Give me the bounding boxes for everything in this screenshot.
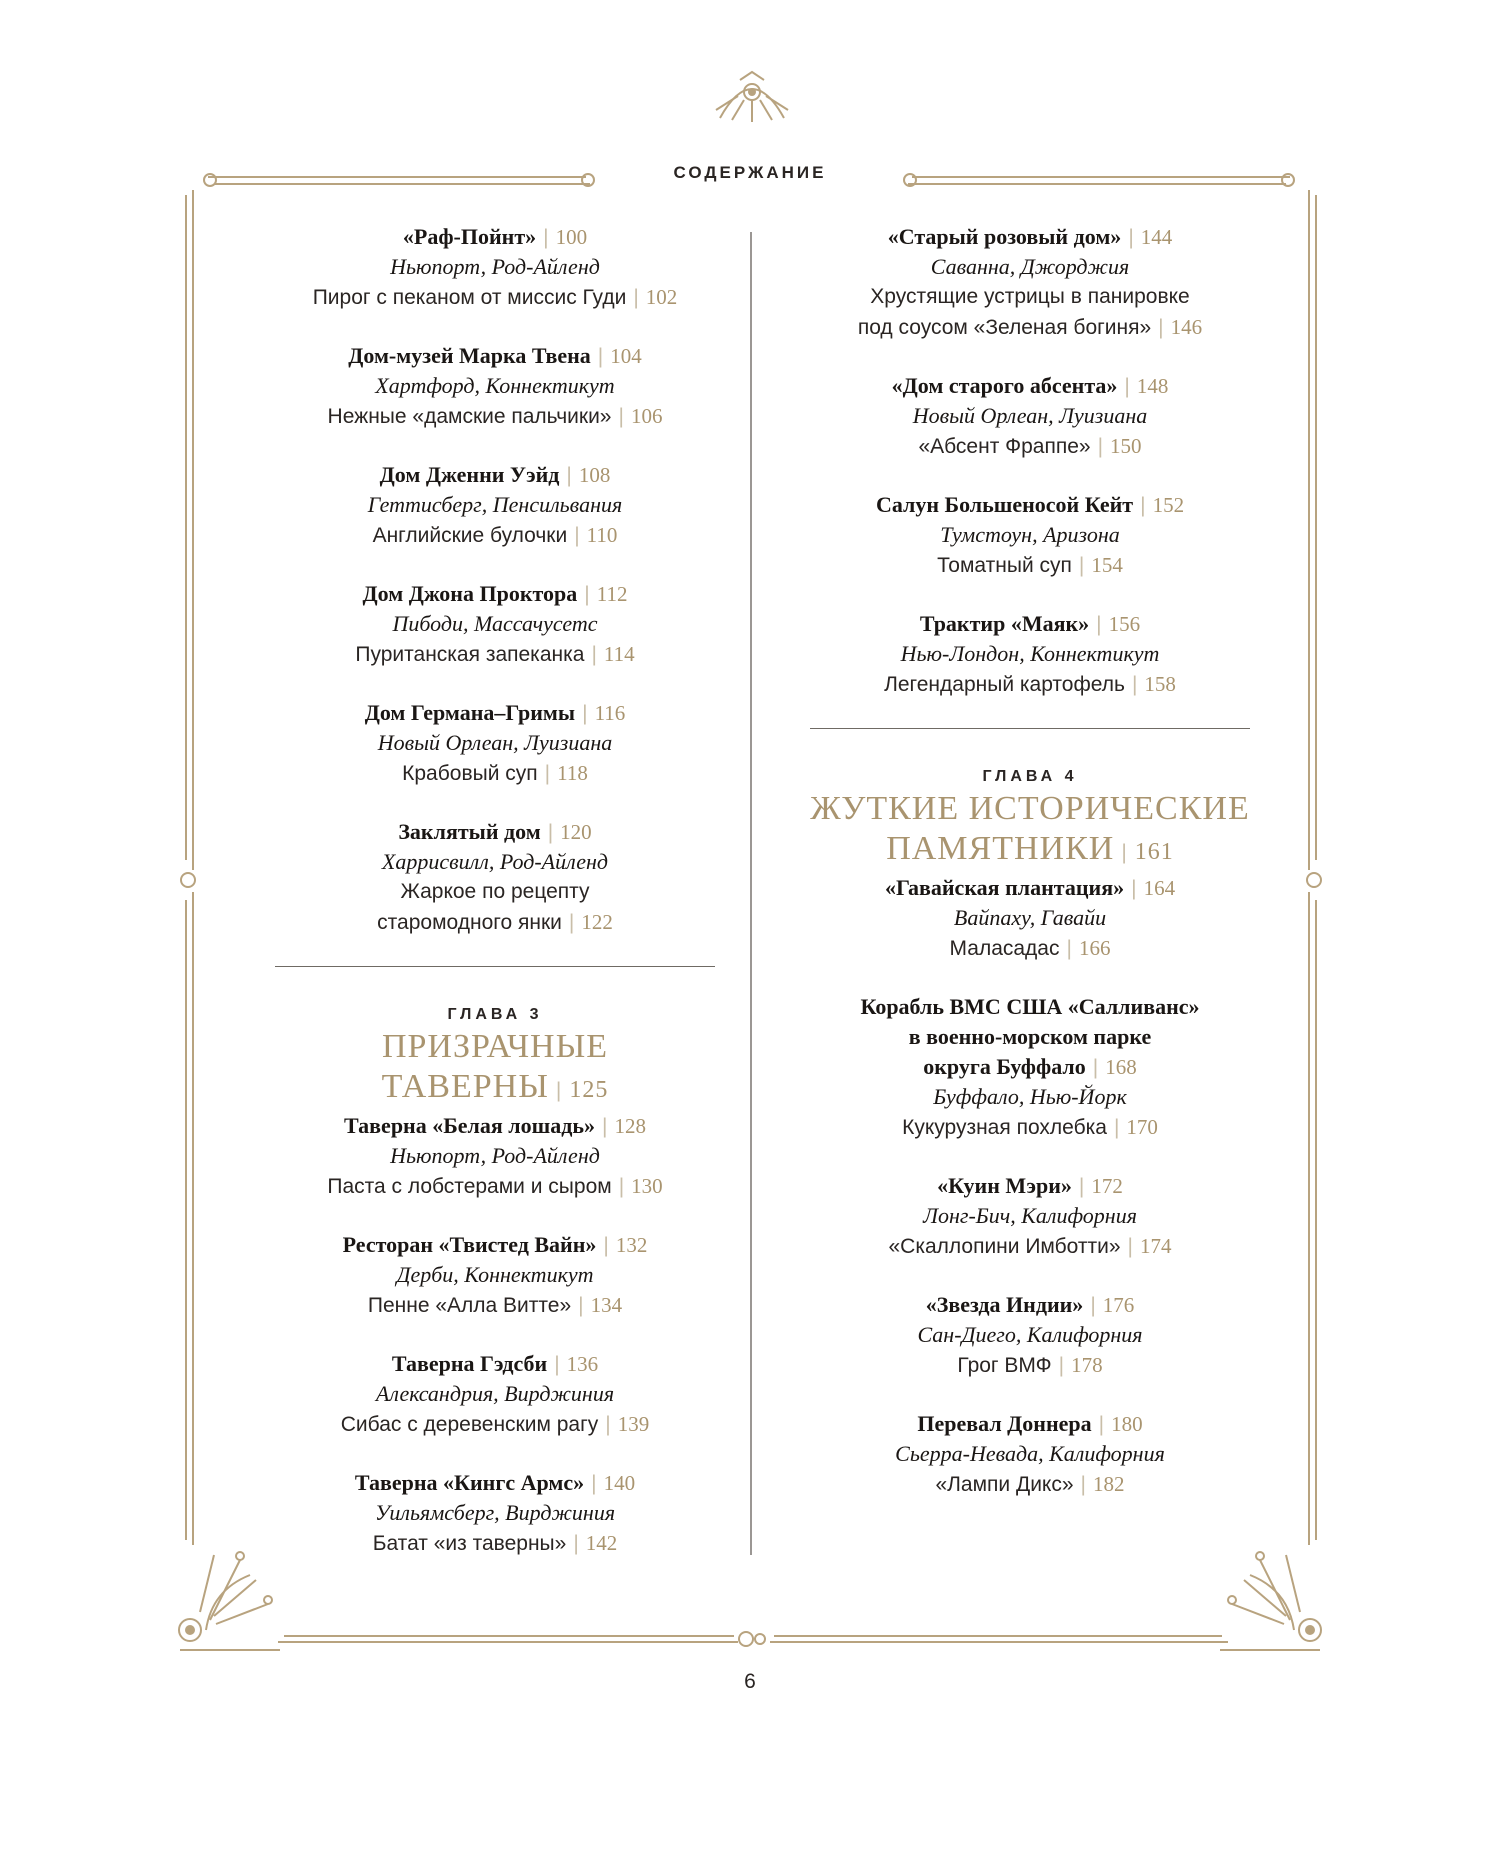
corner-fan-right-icon xyxy=(1220,1552,1321,1650)
entry-page-number: 100 xyxy=(555,225,588,249)
toc-entry xyxy=(265,817,725,937)
entry-recipe xyxy=(265,877,725,907)
recipe-page-number: 134 xyxy=(590,1293,623,1317)
entry-location: Нью-Лондон, Коннектикут xyxy=(900,641,1160,666)
recipe-page-number: 106 xyxy=(630,404,663,428)
entry-title-text: Дом-музей Марка Твена xyxy=(348,343,591,368)
entry-title-text: Трактир «Маяк» xyxy=(919,611,1090,636)
separator: | xyxy=(591,1472,597,1495)
sunburst-ornament-icon xyxy=(716,72,788,122)
entry-location: Александрия, Вирджиния xyxy=(375,1381,615,1406)
recipe-page-number: 142 xyxy=(585,1531,618,1555)
entry-location: Буффало, Нью-Йорк xyxy=(933,1084,1127,1109)
entry-page-number: 108 xyxy=(578,463,611,487)
toc-entry xyxy=(265,1111,725,1201)
recipe-page-number: 182 xyxy=(1093,1472,1125,1496)
section-divider xyxy=(275,966,715,967)
entry-recipe-text: Маласадас xyxy=(949,937,1060,960)
separator: | xyxy=(1113,1116,1120,1139)
chapter-title xyxy=(800,789,1260,873)
separator: | xyxy=(543,226,549,249)
entry-title xyxy=(800,1290,1260,1320)
entry-recipe-text: Английские булочки xyxy=(372,524,568,547)
toc-entry xyxy=(800,1171,1260,1261)
separator: | xyxy=(1121,841,1128,864)
toc-entry xyxy=(800,222,1260,342)
entry-location: Новый Орлеан, Луизиана xyxy=(377,730,613,755)
chapter-page-number: 161 xyxy=(1134,839,1174,865)
separator: | xyxy=(1078,1175,1085,1198)
entry-title xyxy=(800,1171,1260,1201)
entry-recipe-text: «Скаллопини Имботти» xyxy=(888,1235,1121,1258)
toc-entry xyxy=(265,1349,725,1439)
separator: | xyxy=(547,821,554,844)
entry-location: Пибоди, Массачусетс xyxy=(392,611,598,636)
entry-recipe-text: Пирог с пеканом от миссис Гуди xyxy=(312,286,627,309)
entry-recipe xyxy=(265,1409,725,1439)
entry-title-text: в военно-морском парке xyxy=(908,1024,1152,1049)
entry-title xyxy=(265,341,725,371)
entry-title-text: округа Буффало xyxy=(923,1054,1086,1079)
entry-page-number: 136 xyxy=(566,1352,599,1376)
entry-title xyxy=(265,1111,725,1141)
toc-entry xyxy=(800,873,1260,963)
separator: | xyxy=(1092,1056,1099,1079)
entry-page-number: 176 xyxy=(1102,1293,1135,1317)
separator: | xyxy=(618,405,624,428)
entry-recipe xyxy=(265,282,725,312)
separator: | xyxy=(554,1353,560,1376)
entry-recipe-text: Крабовый суп xyxy=(402,762,538,785)
toc-entry xyxy=(800,609,1260,699)
entry-page-number: 164 xyxy=(1143,876,1176,900)
toc-column-left xyxy=(265,222,725,1587)
entry-title xyxy=(800,490,1260,520)
entry-recipe-text: Сибас с деревенским рагу xyxy=(340,1413,599,1436)
toc-entry xyxy=(265,1468,725,1558)
separator: | xyxy=(601,1115,608,1138)
entry-recipe xyxy=(800,431,1260,461)
entry-recipe-text: Грог ВМФ xyxy=(957,1354,1052,1377)
entry-location: Хартфорд, Коннектикут xyxy=(375,373,615,398)
entry-location: Сан-Диего, Калифорния xyxy=(917,1322,1143,1347)
entry-title xyxy=(800,371,1260,401)
entry-page-number: 104 xyxy=(610,344,642,368)
toc-entry xyxy=(265,222,725,312)
entry-location: Тумстоун, Аризона xyxy=(940,522,1120,547)
entry-location: Сьерра-Невада, Калифорния xyxy=(895,1441,1165,1466)
entry-title-text: Таверна «Кингс Армс» xyxy=(354,1470,585,1495)
separator: | xyxy=(605,1413,611,1436)
entry-location: Уильямсберг, Вирджиния xyxy=(374,1500,616,1525)
separator: | xyxy=(1078,554,1085,577)
toc-entry xyxy=(265,1230,725,1320)
toc-entry xyxy=(265,341,725,431)
entry-page-number: 156 xyxy=(1108,612,1141,636)
toc-entry xyxy=(265,579,725,669)
recipe-page-number: 102 xyxy=(645,285,678,309)
entry-recipe xyxy=(800,1231,1260,1261)
separator: | xyxy=(1124,375,1130,398)
entry-title-text: «Гавайская плантация» xyxy=(884,875,1125,900)
entry-page-number: 120 xyxy=(560,820,592,844)
separator: | xyxy=(1097,435,1104,458)
entry-location: Вайпаху, Гавайи xyxy=(953,905,1107,930)
entry-title xyxy=(265,1468,725,1498)
entry-title xyxy=(265,460,725,490)
chapter-page-number: 125 xyxy=(569,1077,609,1103)
entry-recipe xyxy=(800,1350,1260,1380)
separator: | xyxy=(1131,673,1138,696)
entry-page-number: 168 xyxy=(1105,1055,1137,1079)
entry-recipe xyxy=(265,1290,725,1320)
entry-title-text: Дом Дженни Уэйд xyxy=(379,462,560,487)
entry-page-number: 152 xyxy=(1152,493,1185,517)
entry-title xyxy=(800,222,1260,252)
recipe-page-number: 114 xyxy=(603,642,635,666)
separator: | xyxy=(597,345,604,368)
entry-recipe xyxy=(265,639,725,669)
page-number: 6 xyxy=(744,1670,756,1693)
separator: | xyxy=(603,1234,609,1257)
entry-recipe-text: Паста с лобстерами и сыром xyxy=(327,1175,612,1198)
page-title: СОДЕРЖАНИЕ xyxy=(673,163,827,182)
chapter-title-text: ПРИЗРАЧНЫЕ ТАВЕРНЫ xyxy=(381,1028,609,1105)
recipe-page-number: 150 xyxy=(1110,434,1142,458)
chapter-title-line-2: ПАМЯТНИКИ xyxy=(886,830,1115,867)
entry-recipe xyxy=(265,1171,725,1201)
entry-title-text: Таверна «Белая лошадь» xyxy=(344,1113,595,1138)
entry-page-number: 132 xyxy=(615,1233,648,1257)
entry-location: Геттисберг, Пенсильвания xyxy=(367,492,623,517)
entry-title xyxy=(800,1022,1260,1052)
separator: | xyxy=(1131,877,1137,900)
separator: | xyxy=(1158,316,1164,339)
entry-title xyxy=(265,222,725,252)
toc-entry xyxy=(800,1409,1260,1499)
separator: | xyxy=(574,524,580,547)
entry-recipe-text: Томатный суп xyxy=(937,554,1072,577)
recipe-page-number: 110 xyxy=(586,523,618,547)
entry-recipe-text: «Абсент Фраппе» xyxy=(918,435,1091,458)
entry-title xyxy=(800,609,1260,639)
entry-recipe xyxy=(265,520,725,550)
entry-recipe-text: «Лампи Дикс» xyxy=(935,1473,1074,1496)
separator: | xyxy=(1098,1413,1105,1436)
chapter-label: ГЛАВА 4 xyxy=(982,768,1078,785)
entry-recipe xyxy=(800,669,1260,699)
entry-title xyxy=(265,579,725,609)
recipe-page-number: 166 xyxy=(1078,936,1111,960)
entry-title-text: Перевал Доннера xyxy=(917,1411,1092,1436)
separator: | xyxy=(618,1175,625,1198)
separator: | xyxy=(584,583,590,606)
entry-location: Новый Орлеан, Луизиана xyxy=(912,403,1148,428)
toc-entry xyxy=(800,490,1260,580)
separator: | xyxy=(544,762,551,785)
separator: | xyxy=(1090,1294,1096,1317)
entry-recipe-text: Легендарный картофель xyxy=(884,673,1125,696)
separator: | xyxy=(1066,937,1072,960)
separator: | xyxy=(1128,226,1134,249)
entry-page-number: 172 xyxy=(1091,1174,1123,1198)
separator: | xyxy=(1080,1473,1087,1496)
entry-title-text: «Старый розовый дом» xyxy=(887,224,1122,249)
recipe-page-number: 139 xyxy=(617,1412,650,1436)
recipe-page-number: 170 xyxy=(1126,1115,1158,1139)
entry-title xyxy=(800,992,1260,1022)
toc-entry xyxy=(800,371,1260,461)
entry-recipe-text: Хрустящие устрицы в панировке xyxy=(870,285,1190,308)
entry-location: Лонг-Бич, Калифорния xyxy=(923,1203,1137,1228)
recipe-page-number: 154 xyxy=(1091,553,1123,577)
entry-location: Ньюпорт, Род-Айленд xyxy=(390,254,600,279)
entry-location: Саванна, Джорджия xyxy=(930,254,1130,279)
separator: | xyxy=(578,1294,584,1317)
separator: | xyxy=(573,1532,579,1555)
entry-recipe xyxy=(265,907,725,937)
recipe-page-number: 146 xyxy=(1170,315,1203,339)
entry-title xyxy=(800,1052,1260,1082)
recipe-page-number: 178 xyxy=(1071,1353,1103,1377)
entry-recipe-text: Пуританская запеканка xyxy=(355,643,585,666)
entry-title-text: Ресторан «Твистед Вайн» xyxy=(342,1232,597,1257)
entry-title-text: «Звезда Индии» xyxy=(925,1292,1084,1317)
toc-column-right xyxy=(800,222,1260,1528)
chapter-label: ГЛАВА 3 xyxy=(447,1006,543,1023)
entry-title-text: Дом Германа–Гримы xyxy=(364,700,576,725)
entry-page-number: 148 xyxy=(1136,374,1169,398)
entry-page-number: 112 xyxy=(596,582,628,606)
entry-recipe xyxy=(265,758,725,788)
section-divider xyxy=(810,728,1250,729)
recipe-page-number: 130 xyxy=(631,1174,663,1198)
separator: | xyxy=(1127,1235,1133,1258)
entry-recipe xyxy=(800,1469,1260,1499)
entry-recipe xyxy=(265,1528,725,1558)
toc-entry xyxy=(265,698,725,788)
recipe-page-number: 118 xyxy=(557,761,588,785)
entry-location: Дерби, Коннектикут xyxy=(396,1262,594,1287)
entry-title-text: Салун Большеносой Кейт xyxy=(875,492,1134,517)
separator: | xyxy=(1058,1354,1065,1377)
separator: | xyxy=(591,643,597,666)
entry-recipe xyxy=(800,312,1260,342)
entry-title-text: «Куин Мэри» xyxy=(937,1173,1072,1198)
entry-page-number: 144 xyxy=(1140,225,1173,249)
separator: | xyxy=(568,911,575,934)
separator: | xyxy=(1096,613,1102,636)
entry-title-text: Таверна Гэдсби xyxy=(391,1351,548,1376)
entry-title xyxy=(800,1409,1260,1439)
entry-title xyxy=(265,1230,725,1260)
entry-title xyxy=(265,1349,725,1379)
entry-title-text: «Раф-Пойнт» xyxy=(402,224,537,249)
chapter-title-line-1: ЖУТКИЕ ИСТОРИЧЕСКИЕ xyxy=(810,790,1250,827)
entry-recipe xyxy=(800,282,1260,312)
entry-recipe-text: Батат «из таверны» xyxy=(372,1532,567,1555)
entry-title-text: «Дом старого абсента» xyxy=(891,373,1118,398)
chapter-title xyxy=(265,1027,725,1111)
separator: | xyxy=(1140,494,1146,517)
entry-recipe xyxy=(800,550,1260,580)
entry-page-number: 180 xyxy=(1111,1412,1143,1436)
separator: | xyxy=(633,286,639,309)
entry-recipe-text: Пенне «Алла Витте» xyxy=(367,1294,572,1317)
entry-recipe-text: под соусом «Зеленая богиня» xyxy=(857,316,1152,339)
entry-title-text: Корабль ВМС США «Салливанс» xyxy=(860,994,1200,1019)
entry-location: Ньюпорт, Род-Айленд xyxy=(390,1143,600,1168)
separator: | xyxy=(555,1079,563,1102)
entry-recipe-text: Жаркое по рецепту xyxy=(400,880,590,903)
toc-entry xyxy=(800,1290,1260,1380)
entry-recipe xyxy=(265,401,725,431)
entry-title-text: Заклятый дом xyxy=(398,819,541,844)
entry-title xyxy=(265,817,725,847)
entry-location: Харрисвилл, Род-Айленд xyxy=(381,849,609,874)
recipe-page-number: 158 xyxy=(1144,672,1176,696)
entry-recipe-text: Нежные «дамские пальчики» xyxy=(327,405,612,428)
entry-page-number: 116 xyxy=(594,701,626,725)
entry-recipe xyxy=(800,1112,1260,1142)
entry-recipe-text: старомодного янки xyxy=(377,911,562,934)
toc-entry xyxy=(265,460,725,550)
entry-title xyxy=(800,873,1260,903)
entry-title-text: Дом Джона Проктора xyxy=(362,581,578,606)
separator: | xyxy=(566,464,572,487)
separator: | xyxy=(582,702,588,725)
entry-page-number: 128 xyxy=(614,1114,646,1138)
entry-recipe-text: Кукурузная похлебка xyxy=(902,1116,1107,1139)
entry-title xyxy=(265,698,725,728)
entry-page-number: 140 xyxy=(603,1471,636,1495)
recipe-page-number: 174 xyxy=(1140,1234,1172,1258)
entry-recipe xyxy=(800,933,1260,963)
recipe-page-number: 122 xyxy=(581,910,613,934)
toc-entry xyxy=(800,992,1260,1142)
